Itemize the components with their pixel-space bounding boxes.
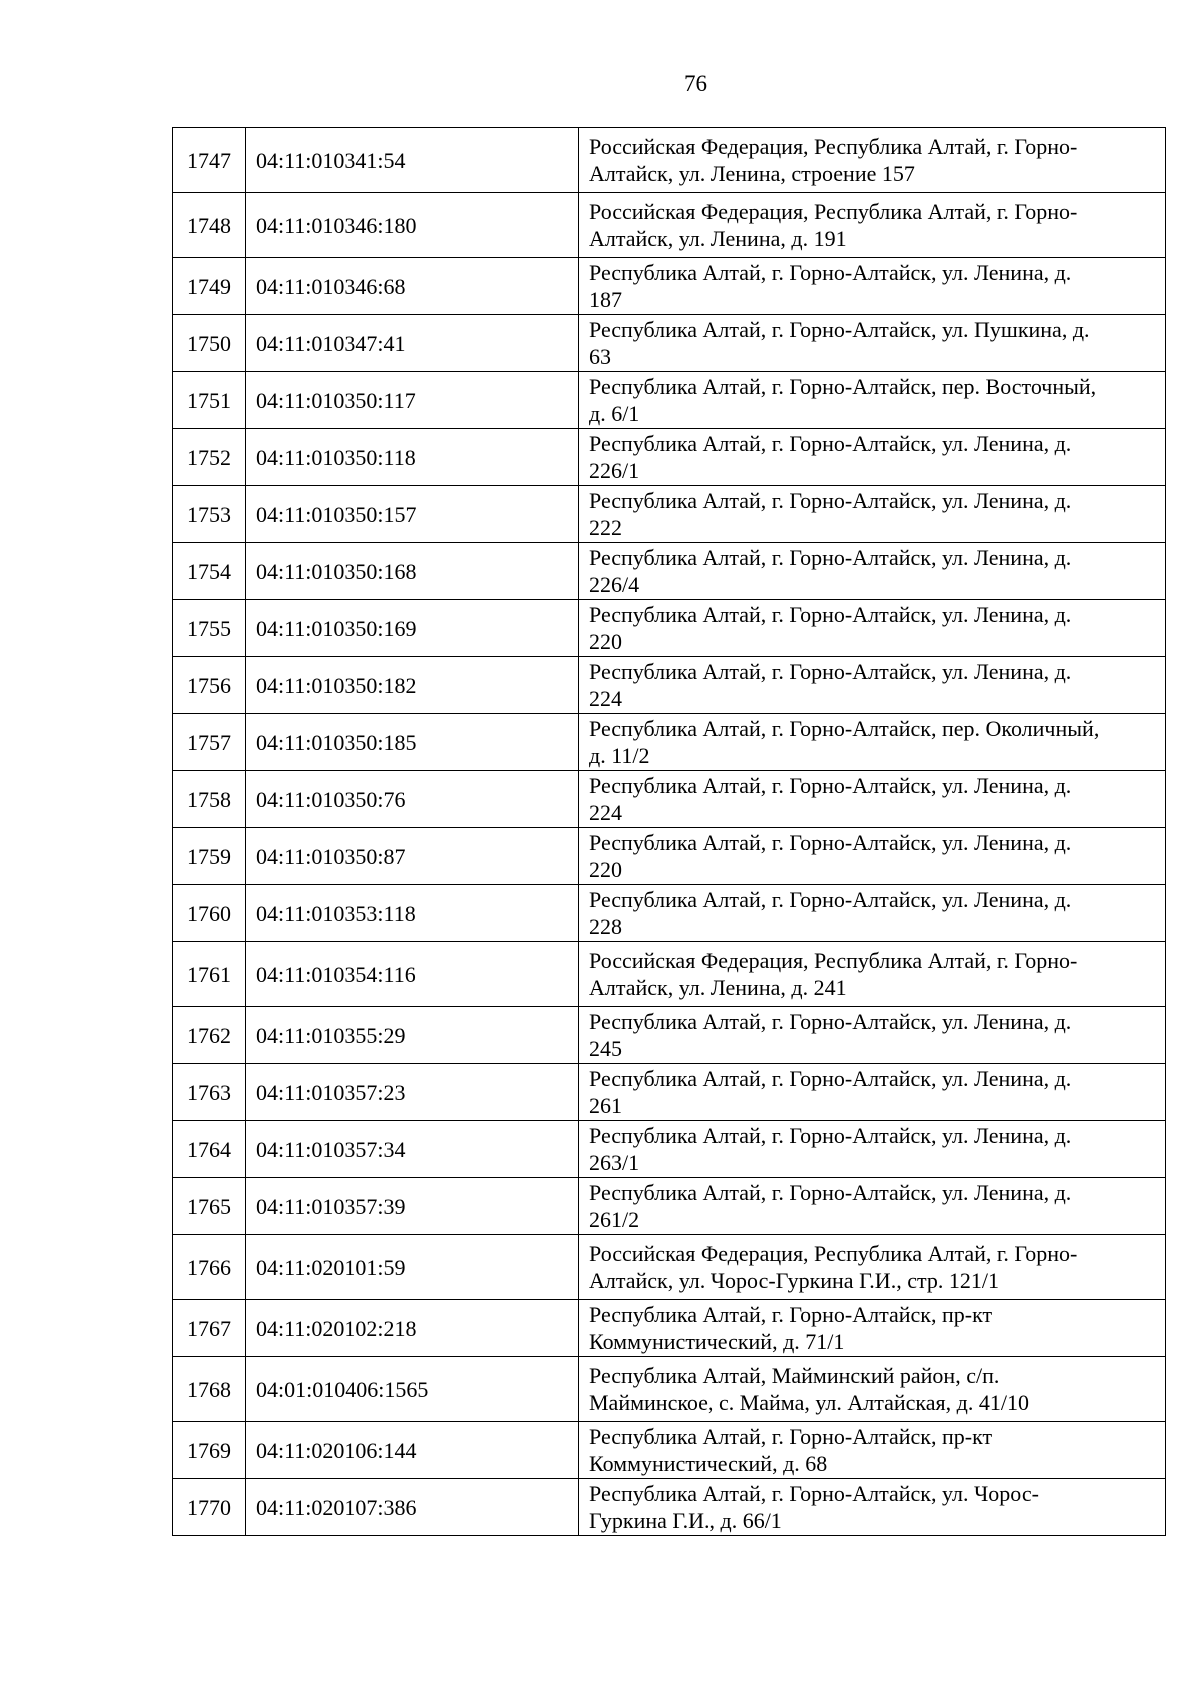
address-line: Республика Алтай, г. Горно-Алтайск, пер. Восточный, [589, 374, 1097, 399]
row-number: 1762 [173, 1007, 246, 1064]
cadastral-number: 04:11:010341:54 [246, 128, 579, 193]
table-row [173, 1479, 1166, 1536]
address-line: Республика Алтай, г. Горно-Алтайск, пр-кт [589, 1302, 993, 1327]
row-number: 1751 [173, 372, 246, 429]
table-row [173, 429, 1166, 486]
address-line: Республика Алтай, г. Горно-Алтайск, ул. Ленина, д. [589, 545, 1072, 570]
page-number: 76 [684, 71, 707, 96]
address-cell [579, 258, 1166, 315]
table-row [173, 372, 1166, 429]
address-line: Республика Алтай, г. Горно-Алтайск, ул. Ленина, д. [589, 431, 1072, 456]
address-line: Коммунистический, д. 68 [589, 1451, 828, 1476]
cadastral-number: 04:11:010350:182 [246, 657, 579, 714]
row-number: 1765 [173, 1178, 246, 1235]
cadastral-number: 04:11:010357:34 [246, 1121, 579, 1178]
table-row [173, 543, 1166, 600]
address-line: Республика Алтай, г. Горно-Алтайск, пер. Околичный, [589, 716, 1100, 741]
table-row [173, 1422, 1166, 1479]
row-number: 1758 [173, 771, 246, 828]
address-cell [579, 828, 1166, 885]
address-line: 226/1 [589, 458, 640, 483]
address-cell [579, 657, 1166, 714]
address-cell [579, 1064, 1166, 1121]
cadastral-number: 04:11:010350:169 [246, 600, 579, 657]
row-number: 1763 [173, 1064, 246, 1121]
address-line: Республика Алтай, г. Горно-Алтайск, ул. Ленина, д. [589, 887, 1072, 912]
row-number: 1750 [173, 315, 246, 372]
table-row [173, 1007, 1166, 1064]
address-cell [579, 429, 1166, 486]
address-line: Республика Алтай, г. Горно-Алтайск, ул. Ленина, д. [589, 260, 1072, 285]
table-row [173, 828, 1166, 885]
address-line: Алтайск, ул. Ленина, строение 157 [589, 161, 915, 186]
address-line: 245 [589, 1036, 622, 1061]
address-line: Республика Алтай, г. Горно-Алтайск, ул. Ленина, д. [589, 1180, 1072, 1205]
row-number: 1759 [173, 828, 246, 885]
address-line: 220 [589, 629, 622, 654]
address-cell [579, 1357, 1166, 1422]
cadastral-number: 04:11:010350:185 [246, 714, 579, 771]
address-cell [579, 1121, 1166, 1178]
row-number: 1753 [173, 486, 246, 543]
address-cell [579, 771, 1166, 828]
address-line: 222 [589, 515, 622, 540]
address-cell [579, 1479, 1166, 1536]
address-line: Республика Алтай, г. Горно-Алтайск, ул. Ленина, д. [589, 659, 1072, 684]
address-line: Алтайск, ул. Ленина, д. 191 [589, 226, 847, 251]
cadastral-number: 04:11:020107:386 [246, 1479, 579, 1536]
address-line: д. 6/1 [589, 401, 640, 426]
address-cell [579, 1178, 1166, 1235]
address-line: 261 [589, 1093, 622, 1118]
cadastral-number: 04:11:010350:168 [246, 543, 579, 600]
table-row [173, 1357, 1166, 1422]
address-line: Республика Алтай, г. Горно-Алтайск, ул. Ленина, д. [589, 1066, 1072, 1091]
table-row [173, 1178, 1166, 1235]
cadastral-number: 04:11:010350:118 [246, 429, 579, 486]
address-line: Республика Алтай, г. Горно-Алтайск, ул. Чорос- [589, 1481, 1039, 1506]
address-cell [579, 885, 1166, 942]
address-cell [579, 1235, 1166, 1300]
table-row [173, 193, 1166, 258]
address-cell [579, 315, 1166, 372]
table-row [173, 942, 1166, 1007]
address-line: 228 [589, 914, 622, 939]
cadastral-number: 04:11:010357:39 [246, 1178, 579, 1235]
cadastral-number: 04:11:010346:180 [246, 193, 579, 258]
address-line: Российская Федерация, Республика Алтай, г. Горно- [589, 199, 1078, 224]
row-number: 1754 [173, 543, 246, 600]
table-row [173, 1235, 1166, 1300]
table-row [173, 315, 1166, 372]
address-line: Республика Алтай, г. Горно-Алтайск, ул. Пушкина, д. [589, 317, 1090, 342]
cadastral-number: 04:11:010353:118 [246, 885, 579, 942]
cadastral-number: 04:11:010346:68 [246, 258, 579, 315]
row-number: 1749 [173, 258, 246, 315]
table-row [173, 885, 1166, 942]
row-number: 1761 [173, 942, 246, 1007]
row-number: 1748 [173, 193, 246, 258]
address-line: Российская Федерация, Республика Алтай, г. Горно- [589, 948, 1078, 973]
address-line: Майминское, с. Майма, ул. Алтайская, д. 41/10 [589, 1390, 1029, 1415]
address-line: Алтайск, ул. Ленина, д. 241 [589, 975, 847, 1000]
address-line: Алтайск, ул. Чорос-Гуркина Г.И., стр. 121/1 [589, 1268, 999, 1293]
row-number: 1756 [173, 657, 246, 714]
cadastral-number: 04:11:020102:218 [246, 1300, 579, 1357]
address-cell [579, 543, 1166, 600]
address-cell [579, 486, 1166, 543]
row-number: 1757 [173, 714, 246, 771]
address-line: Республика Алтай, г. Горно-Алтайск, ул. Ленина, д. [589, 773, 1072, 798]
address-cell [579, 714, 1166, 771]
address-line: Республика Алтай, г. Горно-Алтайск, пр-кт [589, 1424, 993, 1449]
address-line: 263/1 [589, 1150, 640, 1175]
table-row [173, 657, 1166, 714]
cadastral-number: 04:11:010354:116 [246, 942, 579, 1007]
table-row [173, 714, 1166, 771]
cadastral-number: 04:11:020101:59 [246, 1235, 579, 1300]
cadastral-number: 04:11:020106:144 [246, 1422, 579, 1479]
address-line: д. 11/2 [589, 743, 650, 768]
address-line: Республика Алтай, г. Горно-Алтайск, ул. Ленина, д. [589, 1009, 1072, 1034]
row-number: 1766 [173, 1235, 246, 1300]
table-row [173, 771, 1166, 828]
row-number: 1769 [173, 1422, 246, 1479]
address-cell [579, 1007, 1166, 1064]
address-line: 224 [589, 686, 622, 711]
row-number: 1747 [173, 128, 246, 193]
row-number: 1755 [173, 600, 246, 657]
address-line: 220 [589, 857, 622, 882]
row-number: 1767 [173, 1300, 246, 1357]
table-row [173, 1300, 1166, 1357]
table-row [173, 486, 1166, 543]
cadastral-number: 04:11:010357:23 [246, 1064, 579, 1121]
cadastral-number: 04:11:010350:117 [246, 372, 579, 429]
row-number: 1764 [173, 1121, 246, 1178]
table-body [173, 128, 1166, 1536]
address-line: 224 [589, 800, 622, 825]
address-cell [579, 128, 1166, 193]
address-line: Республика Алтай, г. Горно-Алтайск, ул. Ленина, д. [589, 488, 1072, 513]
row-number: 1760 [173, 885, 246, 942]
address-cell [579, 1300, 1166, 1357]
table-row [173, 258, 1166, 315]
table-row [173, 1121, 1166, 1178]
address-line: Российская Федерация, Республика Алтай, г. Горно- [589, 1241, 1078, 1266]
address-line: Российская Федерация, Республика Алтай, г. Горно- [589, 134, 1078, 159]
address-cell [579, 372, 1166, 429]
address-line: 261/2 [589, 1207, 640, 1232]
cadastral-number: 04:11:010350:87 [246, 828, 579, 885]
address-line: Республика Алтай, Майминский район, с/п. [589, 1363, 1000, 1388]
address-line: 226/4 [589, 572, 640, 597]
address-line: 187 [589, 287, 622, 312]
address-line: Республика Алтай, г. Горно-Алтайск, ул. Ленина, д. [589, 1123, 1072, 1148]
cadastral-number: 04:11:010347:41 [246, 315, 579, 372]
cadastral-number: 04:11:010350:157 [246, 486, 579, 543]
row-number: 1768 [173, 1357, 246, 1422]
address-cell [579, 942, 1166, 1007]
row-number: 1752 [173, 429, 246, 486]
cadastral-number: 04:11:010350:76 [246, 771, 579, 828]
table-row [173, 1064, 1166, 1121]
registry-table [172, 127, 1166, 1536]
cadastral-number: 04:01:010406:1565 [246, 1357, 579, 1422]
cadastral-number: 04:11:010355:29 [246, 1007, 579, 1064]
address-line: Республика Алтай, г. Горно-Алтайск, ул. Ленина, д. [589, 602, 1072, 627]
table-row [173, 600, 1166, 657]
address-line: Гуркина Г.И., д. 66/1 [589, 1508, 782, 1533]
address-line: 63 [589, 344, 611, 369]
table-row [173, 128, 1166, 193]
address-cell [579, 600, 1166, 657]
address-cell [579, 1422, 1166, 1479]
address-cell [579, 193, 1166, 258]
address-line: Коммунистический, д. 71/1 [589, 1329, 845, 1354]
row-number: 1770 [173, 1479, 246, 1536]
address-line: Республика Алтай, г. Горно-Алтайск, ул. Ленина, д. [589, 830, 1072, 855]
